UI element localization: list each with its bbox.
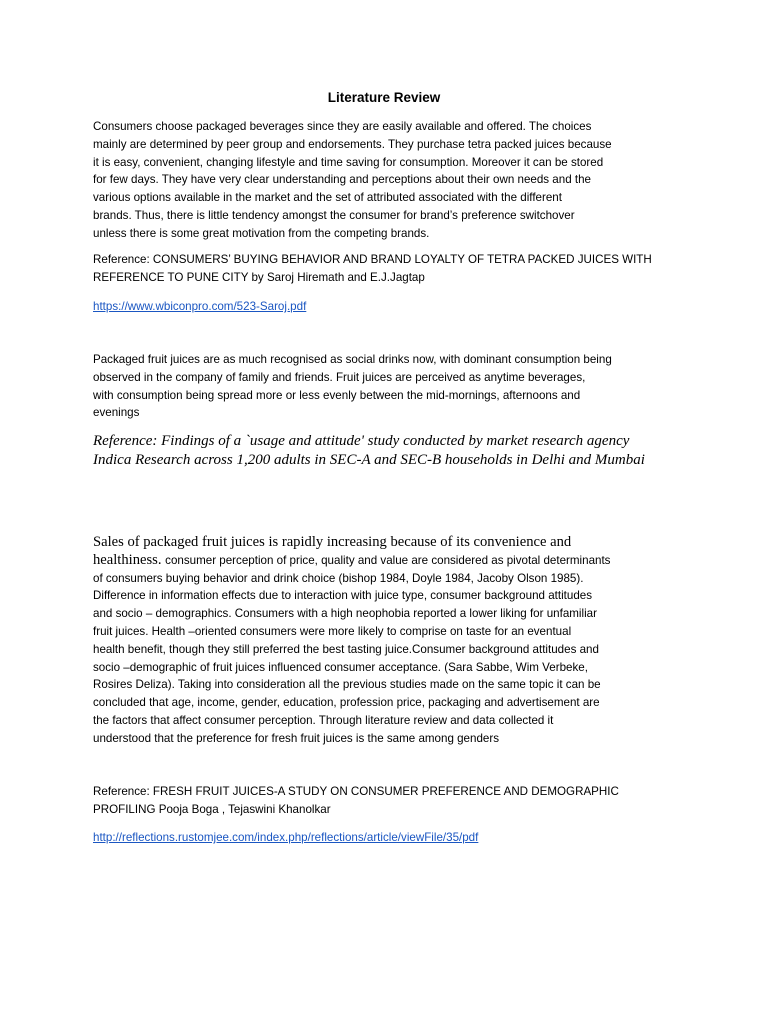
reference-3 <box>93 783 683 819</box>
text-line: Indica Research across 1,200 adults in SEC-A and SEC-B households in Delhi and Mumbai <box>93 451 645 468</box>
text-line: with consumption being spread more or less evenly between the mid-mornings, afternoons and <box>93 388 581 402</box>
text-line: observed in the company of family and friends. Fruit juices are perceived as anytime beverages, <box>93 370 586 384</box>
text-line: Reference: CONSUMERS’ BUYING BEHAVIOR AND BRAND LOYALTY OF TETRA PACKED JUICES WITH <box>93 253 652 266</box>
text-line: mainly are determined by peer group and endorsements. They purchase tetra packed juices because <box>93 137 612 151</box>
text-line: various options available in the market and the set of attributed associated with the different <box>93 191 562 205</box>
link-paragraph-2 <box>93 829 683 847</box>
text-line: the factors that affect consumer perception. Through literature review and data collected it <box>93 713 554 727</box>
text-line: brands. Thus, there is little tendency amongst the consumer for brand’s preference switchover <box>93 208 575 222</box>
paragraph-sales-of-packaged <box>93 534 683 748</box>
text-line: socio –demographic of fruit juices influenced consumer acceptance. (Sara Sabbe, Wim Verbeke, <box>93 660 588 674</box>
text-line <box>93 552 683 570</box>
text-line: for few days. They have very clear understanding and perceptions about their own needs and the <box>93 173 591 187</box>
text-line: Difference in information effects due to interaction with juice type, consumer background attitudes <box>93 589 593 603</box>
text-line: REFERENCE TO PUNE CITY by Saroj Hiremath and E.J.Jagtap <box>93 270 425 284</box>
reference-link-1[interactable]: https://www.wbiconpro.com/523-Saroj.pdf <box>93 300 307 313</box>
text-line: fruit juices. Health –oriented consumers were more likely to comprise on taste for an eventual <box>93 624 572 638</box>
reference-2 <box>93 432 683 469</box>
text-line: understood that the preference for fresh fruit juices is the same among genders <box>93 731 500 745</box>
paragraph-consumers-choose <box>93 118 683 243</box>
text-line: Reference: Findings of a `usage and attitude' study conducted by market research agency <box>93 433 630 449</box>
text-line: Reference: FRESH FRUIT JUICES-A STUDY ON CONSUMER PREFERENCE AND DEMOGRAPHIC <box>93 785 619 798</box>
text-line: health benefit, though they still preferred the best tasting juice.Consumer background attitudes and <box>93 642 599 656</box>
text-line: Rosires Deliza). Taking into consideration all the previous studies made on the same topic it can be <box>93 678 601 692</box>
text-line: Sales of packaged fruit juices is rapidly increasing because of its convenience and <box>93 534 572 550</box>
text-line: PROFILING Pooja Boga , Tejaswini Khanolkar <box>93 802 331 816</box>
page-title: Literature Review <box>327 90 441 105</box>
text-line: and socio – demographics. Consumers with a high neophobia reported a lower liking for unfamiliar <box>93 607 597 621</box>
text-line: it is easy, convenient, changing lifestyle and time saving for consumption. Moreover it can be stored <box>93 155 604 169</box>
reference-1 <box>93 251 683 287</box>
text-line: concluded that age, income, gender, education, profession price, packaging and advertisement are <box>93 696 600 710</box>
text-fragment: healthiness. <box>93 551 166 568</box>
text-line: of consumers buying behavior and drink choice (bishop 1984, Doyle 1984, Jacoby Olson 1985). <box>93 571 584 585</box>
text-line: Consumers choose packaged beverages since they are easily available and offered. The choices <box>93 120 592 133</box>
text-fragment: consumer perception of price, quality and value are considered as pivotal determinants <box>165 553 611 567</box>
text-line: Packaged fruit juices are as much recognised as social drinks now, with dominant consumption being <box>93 353 612 366</box>
text-line: evenings <box>93 406 140 420</box>
reference-link-2[interactable]: http://reflections.rustomjee.com/index.php/reflections/article/viewFile/35/pdf <box>93 831 479 844</box>
text-line: unless there is some great motivation from the competing brands. <box>93 226 430 240</box>
link-paragraph-1 <box>93 298 683 316</box>
paragraph-packaged-fruit-juices <box>93 351 683 422</box>
